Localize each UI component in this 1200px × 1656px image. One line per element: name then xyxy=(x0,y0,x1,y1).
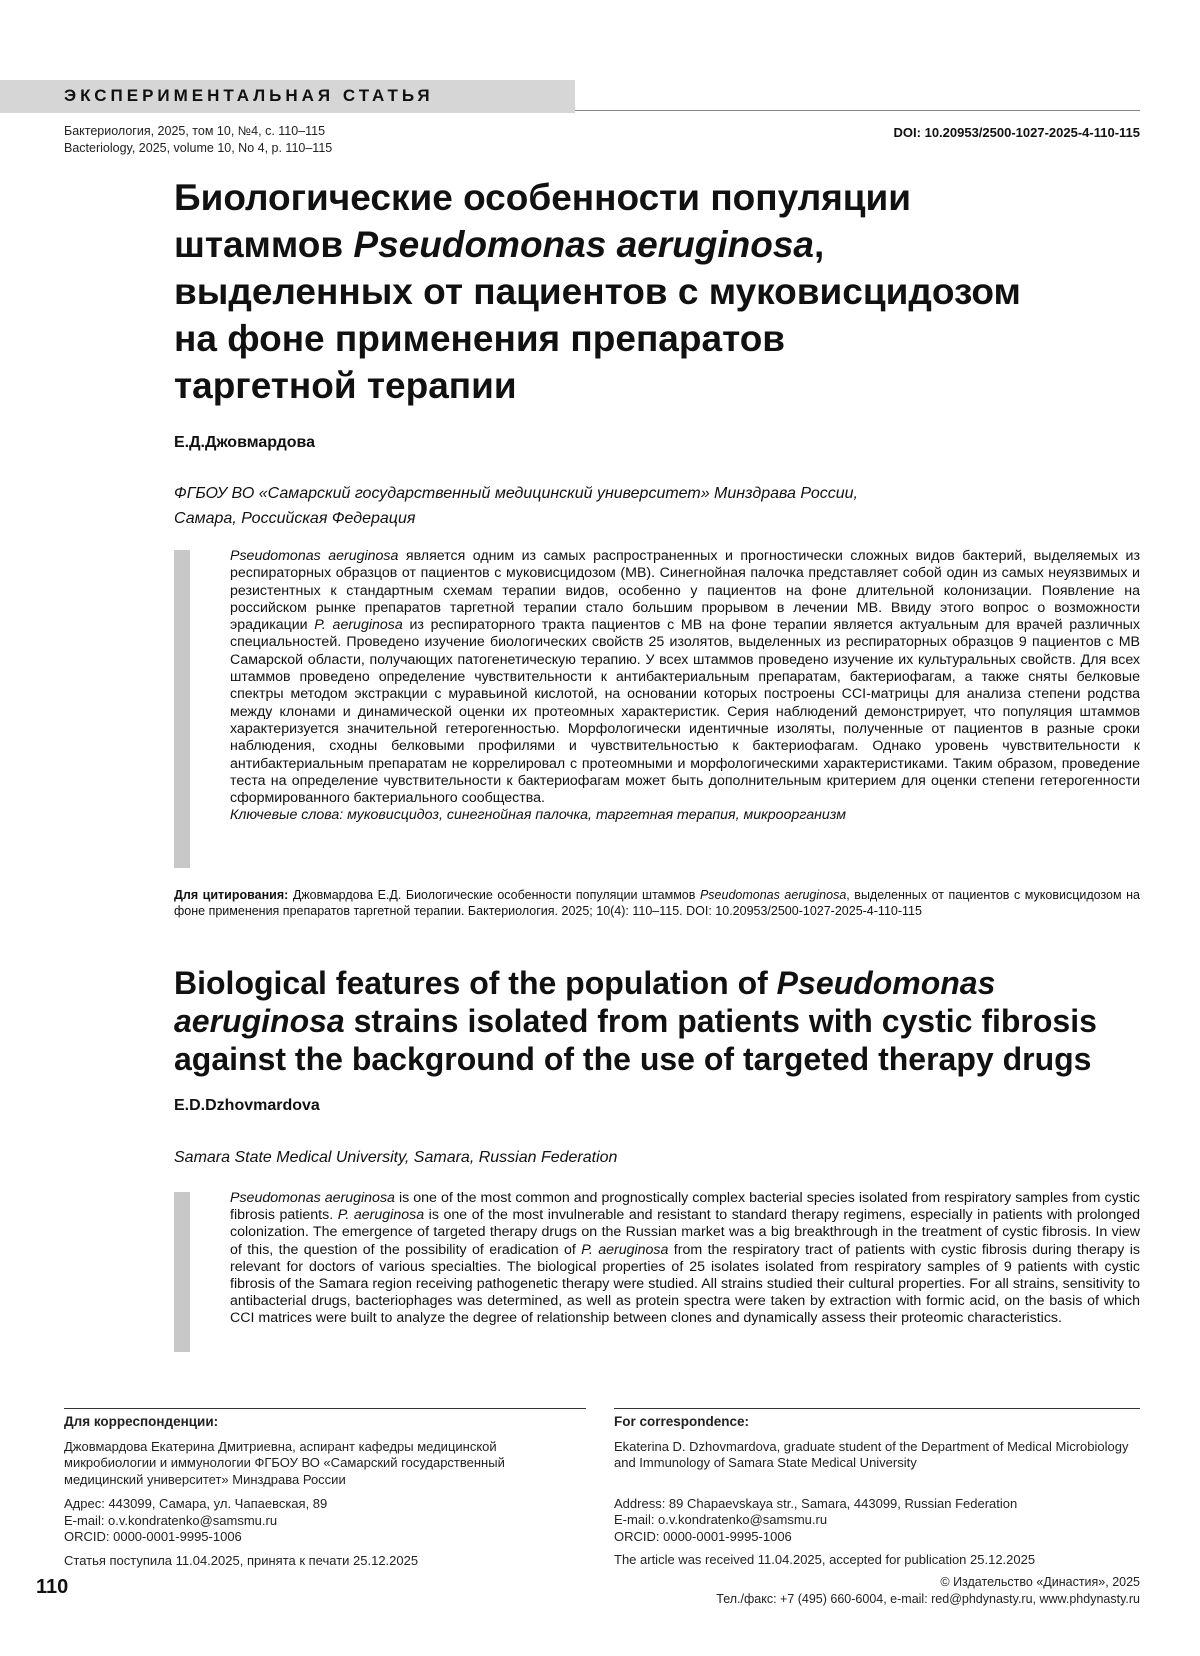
title-ru-line: на фоне применения препаратов xyxy=(174,318,786,359)
title-en-species: Pseudomonas xyxy=(776,965,996,1001)
section-label: ЭКСПЕРИМЕНТАЛЬНАЯ СТАТЬЯ xyxy=(64,86,434,105)
correspondence-ru-heading: Для корреспонденции: xyxy=(64,1414,219,1429)
title-ru-line: Биологические особенности популяции xyxy=(174,177,912,218)
citation-text: , выделенных от пациентов с муковисцидозом на фоне применения препаратов таргетной терапии. Бактериология. 2025; 10(4): 110–115. DOI: 10.20953/2500-1027-2025-4-110-115 xyxy=(174,888,1140,918)
title-en-text: strains isolated from patients with cystic fibrosis xyxy=(344,1003,1097,1039)
abstract-ru-text: из респираторного тракта пациентов с МВ на фоне терапии является актуальным для врачей различных специальностей. Проведено изучение биологических свойств 25 изолятов, выделенных из респираторных образцов 9 пациентов с МВ Самарской области, получающих патогенетическую терапию. У всех штаммов проведено изучение их культуральных свойств. Для всех штаммов проведено определение чувствительности к антибактериальным препаратам, бактериофагам, а также сняты белковые спектры методом экстракции с муравьиной кислотой, на основании которых построены CCI-матрицы для анализа степени родства между клонами и динамической оценки их протеомных характеристик. Серия наблюдений демонстрирует, что популяция штаммов характеризуется значительной гетерогенностью. Морфологически идентичные изоляты, полученные от пациентов в разные сроки наблюдения, сходны белковыми профилями и чувствительностью к бактериофагам. Однако уровень чувствительности к антибактериальным препаратам не коррелировал с протеомными и морфологическими характеристиками. Таким образом, проведение теста на определение чувствительности к бактериофагам может быть дополнительным критерием для оценки степени гетерогенности сформированного бактериального сообщества. xyxy=(230,617,1140,807)
affiliation-ru xyxy=(174,481,858,531)
page-number: 110 xyxy=(36,1576,69,1598)
journal-citation xyxy=(64,123,332,157)
title-ru-line: выделенных от пациентов с муковисцидозом xyxy=(174,271,1021,312)
abstract-ru-species: Pseudomonas aeruginosa xyxy=(230,548,399,564)
title-en xyxy=(174,964,1134,1078)
correspondence-en-heading: For correspondence: xyxy=(614,1414,750,1429)
citation-text: Джовмардова Е.Д. Биологические особенности популяции штаммов xyxy=(288,888,700,902)
abstract-ru-text: является одним из самых распространенных и прогностически сложных видов бактерий, выделяемых из респираторных образцов от пациентов с муковисцидозом (МВ). Синегнойная палочка представляет собой один из самых неуязвимых и резистентных к стандартным схемам терапии видов, особенно у пациентов на фоне длительной колонизации. Появление на российском рынке препаратов таргетной терапии стало большим прорывом в лечении МВ. Ввиду этого вопрос о возможности эрадикации xyxy=(230,548,1140,634)
correspondence-en-received: The article was received 11.04.2025, accepted for publication 25.12.2025 xyxy=(614,1552,1036,1567)
affiliation-en: Samara State Medical University, Samara, Russian Federation xyxy=(174,1149,618,1166)
correspondence-ru-rule xyxy=(64,1408,586,1409)
journal-en: Bacteriology, 2025, volume 10, No 4, p. 110–115 xyxy=(64,141,333,155)
title-ru-line: таргетной терапии xyxy=(174,365,517,406)
keywords-ru: Ключевые слова: муковисцидоз, синегнойная палочка, таргетная терапия, микроорганизм xyxy=(230,807,846,824)
correspondence-en xyxy=(614,1414,1140,1569)
title-en-line xyxy=(174,1002,1134,1040)
abstract-en-text: is one of the most invulnerable and resistant to standard therapy regimens, especially in patients with prolonged colonization. The emergence of targeted therapy drugs on the Russian market was a big breakthrough in the treatment of cystic fibrosis. In view of this, the question of the possibility of eradication of xyxy=(230,1207,1140,1258)
abstract-ru xyxy=(230,548,1140,825)
abstract-ru-bar xyxy=(174,550,190,868)
correspondence-en-address: Address: 89 Chapaevskaya str., Samara, 443099, Russian Federation xyxy=(614,1495,1018,1511)
title-en-species: aeruginosa xyxy=(174,1003,345,1039)
abstract-ru-species: P. aeruginosa xyxy=(314,617,403,634)
doi: DOI: 10.20953/2500-1027-2025-4-110-115 xyxy=(893,125,1140,140)
title-ru-text: , xyxy=(814,224,825,265)
correspondence-en-email: E-mail: o.v.kondratenko@samsmu.ru xyxy=(614,1512,828,1527)
correspondence-ru xyxy=(64,1414,584,1569)
correspondence-ru-received: Статья поступила 11.04.2025, принята к печати 25.12.2025 xyxy=(64,1552,419,1568)
citation-label: Для цитирования: xyxy=(174,888,289,902)
abstract-en-text: from the respiratory tract of patients with cystic fibrosis during therapy is relevant for doctors of various specialties. The biological properties of 25 isolates isolated from respiratory samples of 9 patients with cystic fibrosis of the Samara region receiving pathogenetic therapy were studied. All strains studied their cultural properties. For all strains, sensitivity to antibacterial drugs, bacteriophages was determined, as well as protein spectra were taken by extraction with formic acid, on the basis of which CCI matrices were built to analyze the degree of relationship between clones and dynamically assess their proteomic characteristics. xyxy=(230,1241,1140,1327)
abstract-en-species: P. aeruginosa xyxy=(581,1241,669,1258)
author-ru: Е.Д.Джовмардова xyxy=(174,434,316,451)
correspondence-ru-address: Адрес: 443099, Самара, ул. Чапаевская, 89 xyxy=(64,1496,328,1511)
affiliation-ru-line: Самара, Российская Федерация xyxy=(174,510,416,527)
correspondence-en-rule xyxy=(614,1408,1140,1409)
abstract-en xyxy=(230,1190,1140,1328)
footer-copyright: © Издательство «Династия», 2025 xyxy=(940,1575,1140,1589)
title-en-line xyxy=(174,964,1134,1002)
title-en-line: against the background of the use of targeted therapy drugs xyxy=(174,1041,1092,1077)
title-ru-species: Pseudomonas aeruginosa xyxy=(353,224,814,265)
title-en-text: Biological features of the population of xyxy=(174,965,777,1001)
abstract-ru-body xyxy=(230,548,1140,807)
citation-species: Pseudomonas aeruginosa xyxy=(699,888,847,902)
abstract-en-bar xyxy=(174,1192,190,1352)
abstract-en-species: Pseudomonas aeruginosa xyxy=(230,1190,395,1206)
correspondence-ru-person: Джовмардова Екатерина Дмитриевна, аспирант кафедры медицинской микробиологии и иммунологии ФГБОУ ВО «Самарский государственный медицинский университет» Минздрава России xyxy=(64,1438,505,1487)
correspondence-en-person: Ekaterina D. Dzhovmardova, graduate student of the Department of Medical Microbiology and Immunology of Samara State Medical University xyxy=(614,1438,1129,1470)
title-ru-line xyxy=(174,221,1134,268)
title-ru xyxy=(174,174,1134,409)
affiliation-ru-line: ФГБОУ ВО «Самарский государственный медицинский университет» Минздрава России, xyxy=(174,485,858,502)
abstract-en-text: is one of the most common and prognostically complex bacterial species isolated from respiratory samples from cystic fibrosis patients. xyxy=(230,1190,1140,1224)
correspondence-en-orcid: ORCID: 0000-0001-9995-1006 xyxy=(614,1528,792,1544)
footer-contacts: Тел./факс: +7 (495) 660-6004, e-mail: red@phdynasty.ru, www.phdynasty.ru xyxy=(716,1592,1140,1606)
journal-ru: Бактериология, 2025, том 10, №4, с. 110–115 xyxy=(64,124,326,138)
title-ru-text: штаммов xyxy=(174,224,354,265)
citation-ru xyxy=(174,887,1140,919)
header-rule xyxy=(575,110,1140,111)
correspondence-ru-orcid: ORCID: 0000-0001-9995-1006 xyxy=(64,1529,242,1544)
correspondence-ru-email: E-mail: o.v.kondratenko@samsmu.ru xyxy=(64,1512,278,1528)
author-en: E.D.Dzhovmardova xyxy=(174,1097,320,1114)
abstract-en-species: P. aeruginosa xyxy=(337,1207,425,1224)
